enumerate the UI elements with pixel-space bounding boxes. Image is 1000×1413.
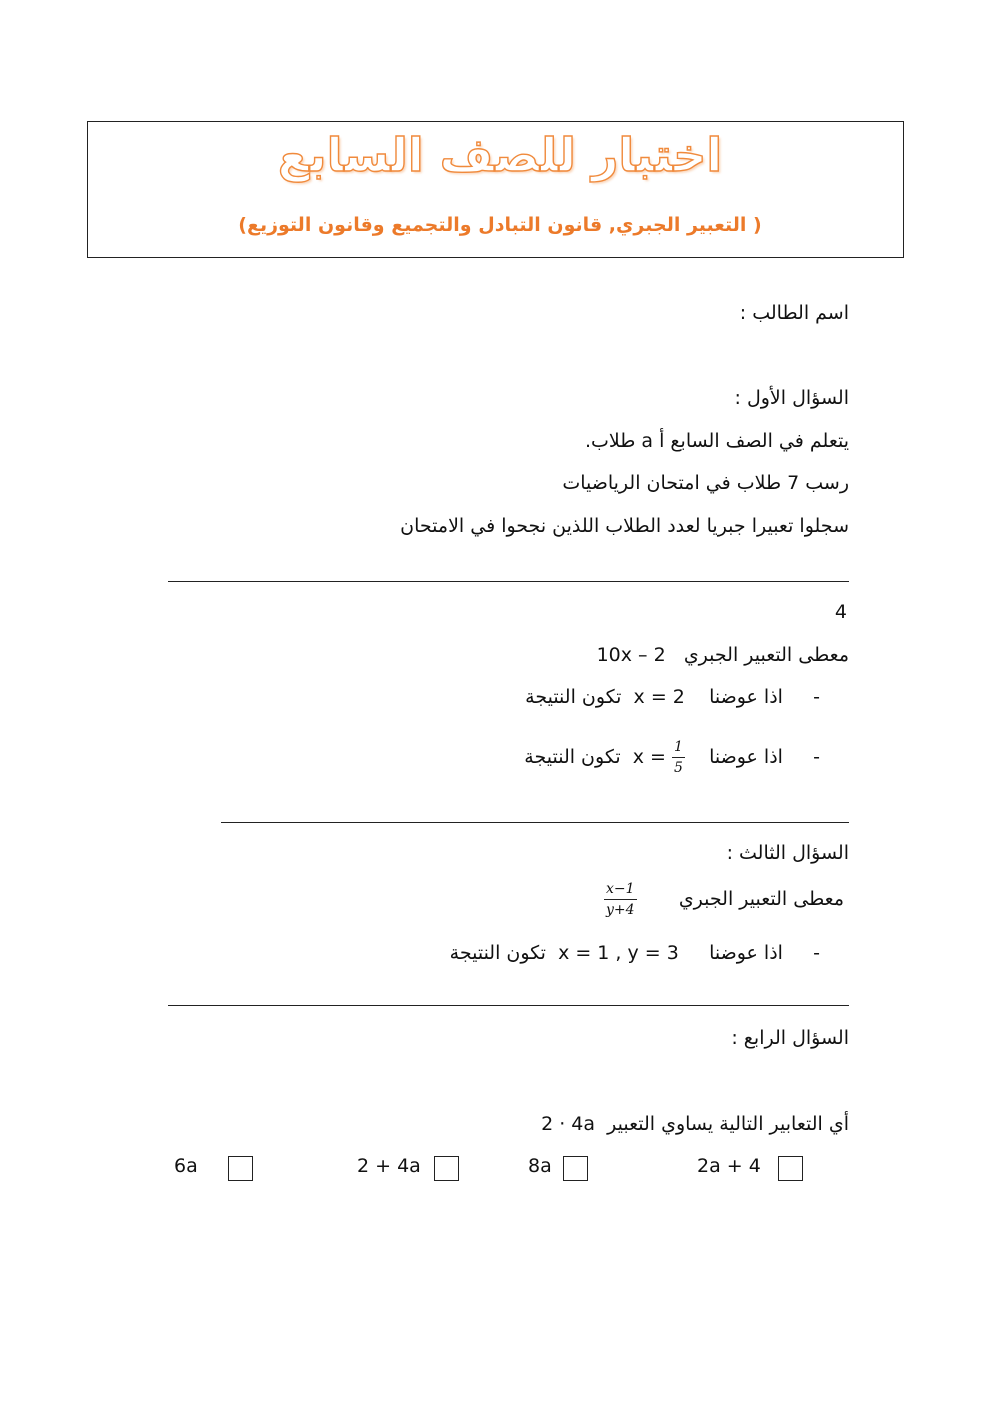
fraction-expression (604, 882, 637, 917)
answer-line-q3 (168, 1005, 849, 1006)
bullet-dash: - (813, 942, 820, 964)
q2-item2-suffix: تكون النتيجة (524, 746, 621, 768)
bullet-dash: - (813, 686, 820, 708)
q2-given-label: معطى التعبير الجبري (683, 644, 849, 666)
fraction-numerator: 1 (672, 740, 685, 758)
option-label-2a-plus-4: 2a + 4 (697, 1155, 761, 1177)
q3-item-prefix: اذا عوضنا (709, 942, 783, 964)
fraction-denominator: 5 (673, 760, 683, 776)
fraction-one-fifth (672, 740, 685, 775)
option-checkbox-8a[interactable] (563, 1156, 588, 1181)
option-checkbox-2-plus-4a[interactable] (434, 1156, 459, 1181)
q2-item1-value: x = 2 (633, 686, 685, 708)
q2-item2 (524, 740, 820, 775)
q2-number: 4 (834, 601, 847, 623)
page-subtitle: ( التعبير الجبري, قانون التبادل والتجميع وقانون التوزيع) (238, 214, 762, 236)
q3-given-label: معطى التعبير الجبري (678, 888, 844, 910)
q3-item (450, 942, 820, 964)
option-checkbox-6a[interactable] (228, 1156, 253, 1181)
q1-label: السؤال الأول : (734, 387, 849, 409)
option-checkbox-2a-plus-4[interactable] (778, 1156, 803, 1181)
q1-line3: سجلوا تعبيرا جبريا لعدد الطلاب اللذين نجحوا في الامتحان (400, 515, 849, 537)
q1-line1: يتعلم في الصف السابع أ a طلاب. (584, 430, 849, 452)
q3-label: السؤال الثالث : (726, 842, 849, 864)
q2-given-expr: 10x – 2 (596, 644, 666, 666)
q2-item1-prefix: اذا عوضنا (709, 686, 783, 708)
bullet-dash: - (813, 746, 820, 768)
option-label-8a: 8a (528, 1155, 552, 1177)
q3-item-value: x = 1 , y = 3 (558, 942, 679, 964)
student-name-label: اسم الطالب : (739, 302, 849, 324)
q4-label: السؤال الرابع : (731, 1027, 849, 1049)
q4-prompt-text: أي التعابير التالية يساوي التعبير (607, 1113, 849, 1135)
q2-item2-var: x = (632, 746, 666, 768)
q2-item1-suffix: تكون النتيجة (525, 686, 622, 708)
q3-item-suffix: تكون النتيجة (449, 942, 546, 964)
q2-given (597, 644, 849, 666)
q4-prompt (541, 1113, 849, 1135)
option-label-6a: 6a (174, 1155, 198, 1177)
q1-line2: رسب 7 طلاب في امتحان الرياضيات (562, 472, 849, 494)
q2-item2-prefix: اذا عوضنا (709, 746, 783, 768)
fraction-numerator: x−1 (604, 882, 637, 900)
option-label-2-plus-4a: 2 + 4a (357, 1155, 421, 1177)
q4-prompt-expr: 2 · 4a (541, 1113, 596, 1135)
page-title: اختبار للصف السابع (277, 128, 723, 182)
fraction-denominator: y+4 (605, 902, 635, 918)
answer-line-q2 (221, 822, 849, 823)
q2-item1 (525, 686, 820, 708)
q3-given (604, 882, 844, 917)
answer-line-q1 (168, 581, 849, 582)
